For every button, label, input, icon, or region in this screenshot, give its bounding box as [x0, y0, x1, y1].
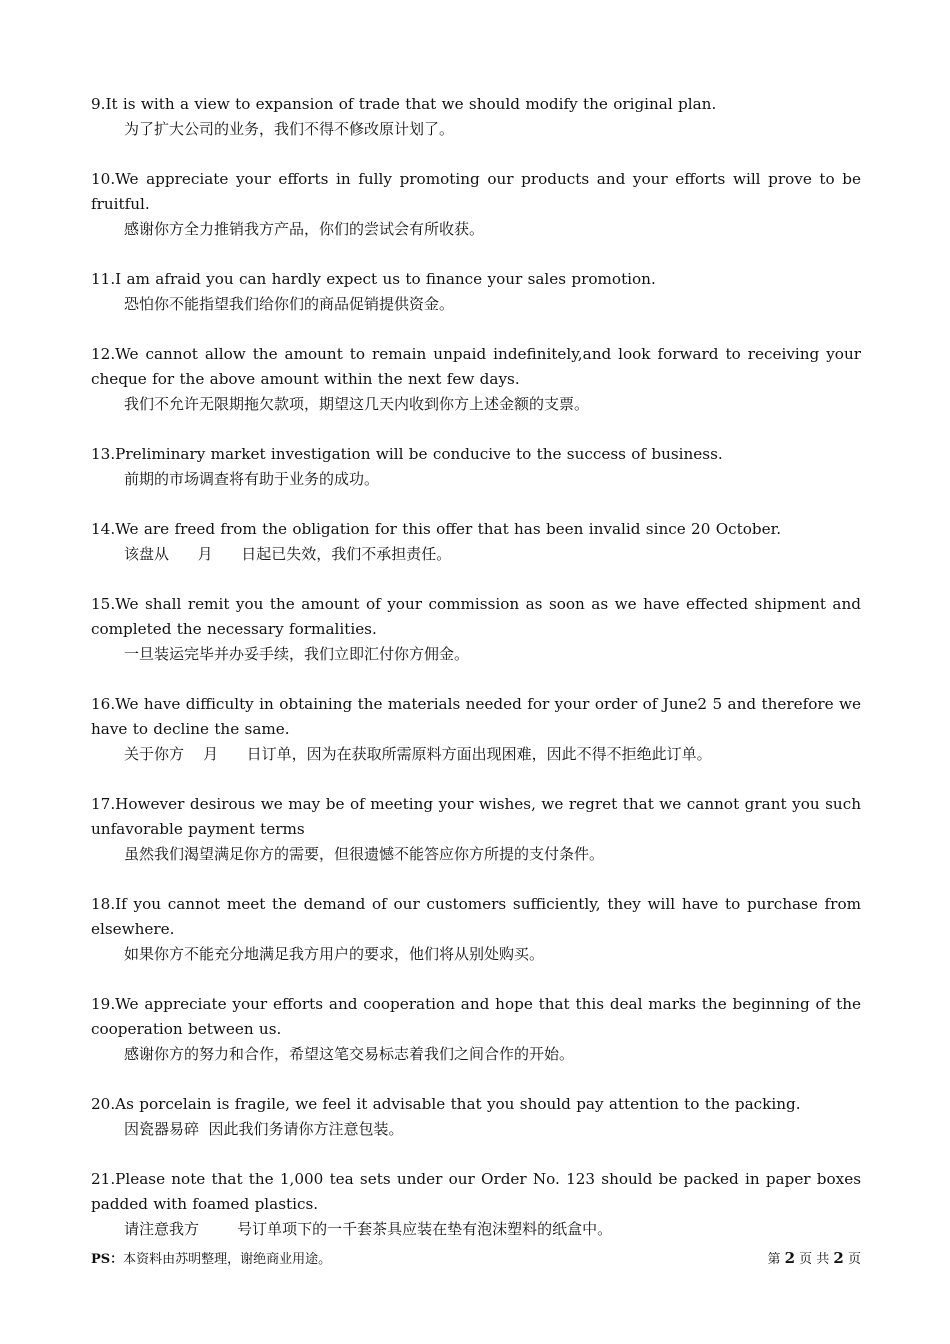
- chinese-translation: 为了扩大公司的业务，我们不得不修改原计划了。: [124, 120, 455, 138]
- chinese-translation: 一旦装运完毕并办妥手续，我们立即汇付你方佣金。: [124, 645, 470, 663]
- list-item: [91, 992, 861, 1067]
- list-item: [91, 792, 861, 867]
- page-current: 2: [784, 1249, 796, 1267]
- chinese-translation: 因瓷器易碎 因此我们务请你方注意包装。: [124, 1120, 404, 1138]
- list-item: [91, 167, 861, 242]
- list-item: [91, 342, 861, 417]
- english-sentence: 15.We shall remit you the amount of your commission as soon as we have effected shipment and completed the necessary formalities.: [91, 595, 861, 638]
- page-prefix: 第: [767, 1252, 785, 1267]
- list-item: [91, 1092, 861, 1142]
- english-sentence: 14.We are freed from the obligation for this offer that has been invalid since 20 October.: [91, 520, 782, 538]
- english-sentence: 13.Preliminary market investigation will be conducive to the success of business.: [91, 445, 723, 463]
- chinese-translation: 如果你方不能充分地满足我方用户的要求，他们将从别处购买。: [124, 945, 545, 963]
- chinese-translation: 感谢你方的努力和合作，希望这笔交易标志着我们之间合作的开始。: [124, 1045, 575, 1063]
- list-item: [91, 892, 861, 967]
- list-item: [91, 517, 861, 567]
- english-sentence: 20.As porcelain is fragile, we feel it advisable that you should pay attention to the packing.: [91, 1095, 801, 1113]
- list-item: [91, 267, 861, 317]
- chinese-translation: 恐怕你不能指望我们给你们的商品促销提供资金。: [124, 295, 455, 313]
- list-item: [91, 92, 861, 142]
- chinese-translation: 关于你方 月 日订单，因为在获取所需原料方面出现困难，因此不得不拒绝此订单。: [124, 745, 712, 763]
- english-sentence: 18.If you cannot meet the demand of our customers sufficiently, they will have to purchase from elsewhere.: [91, 895, 861, 938]
- footer-note: [91, 1248, 331, 1267]
- page-total: 2: [833, 1249, 844, 1267]
- english-sentence: 21.Please note that the 1,000 tea sets under our Order No. 123 should be packed in paper boxes padded with foamed plastics.: [91, 1170, 861, 1213]
- ps-text: 本资料由苏明整理，谢绝商业用途。: [123, 1252, 332, 1267]
- sentence-list: [91, 92, 861, 1267]
- english-sentence: 9.It is with a view to expansion of trade that we should modify the original plan.: [91, 95, 717, 113]
- page-middle: 页 共: [795, 1252, 834, 1267]
- english-sentence: 17.However desirous we may be of meeting your wishes, we regret that we cannot grant you such unfavorable payment terms: [91, 795, 861, 838]
- chinese-translation: 虽然我们渴望满足你方的需要，但很遗憾不能答应你方所提的支付条件。: [124, 845, 605, 863]
- list-item: [91, 1167, 861, 1242]
- chinese-translation: 该盘从 月 日起已失效，我们不承担责任。: [124, 545, 452, 563]
- page-suffix: 页: [843, 1252, 861, 1267]
- english-sentence: 12.We cannot allow the amount to remain unpaid indefinitely,and look forward to receiving your cheque for the above amount within the next few days.: [91, 345, 861, 388]
- ps-label: PS：: [91, 1252, 124, 1267]
- chinese-translation: 感谢你方全力推销我方产品，你们的尝试会有所收获。: [124, 220, 485, 238]
- list-item: [91, 692, 861, 767]
- english-sentence: 16.We have difficulty in obtaining the materials needed for your order of June2 5 and therefore we have to decline the same.: [91, 695, 861, 738]
- page-number: [767, 1248, 861, 1267]
- english-sentence: 10.We appreciate your efforts in fully promoting our products and your efforts will prove to be fruitful.: [91, 170, 861, 213]
- chinese-translation: 前期的市场调查将有助于业务的成功。: [124, 470, 380, 488]
- page-footer: [91, 1248, 861, 1270]
- list-item: [91, 442, 861, 492]
- english-sentence: 19.We appreciate your efforts and cooperation and hope that this deal marks the beginning of the cooperation between us.: [91, 995, 861, 1038]
- list-item: [91, 592, 861, 667]
- chinese-translation: 请注意我方 号订单项下的一千套茶具应装在垫有泡沫塑料的纸盒中。: [124, 1220, 613, 1238]
- chinese-translation: 我们不允许无限期拖欠款项，期望这几天内收到你方上述金额的支票。: [124, 395, 590, 413]
- english-sentence: 11.I am afraid you can hardly expect us to finance your sales promotion.: [91, 270, 656, 288]
